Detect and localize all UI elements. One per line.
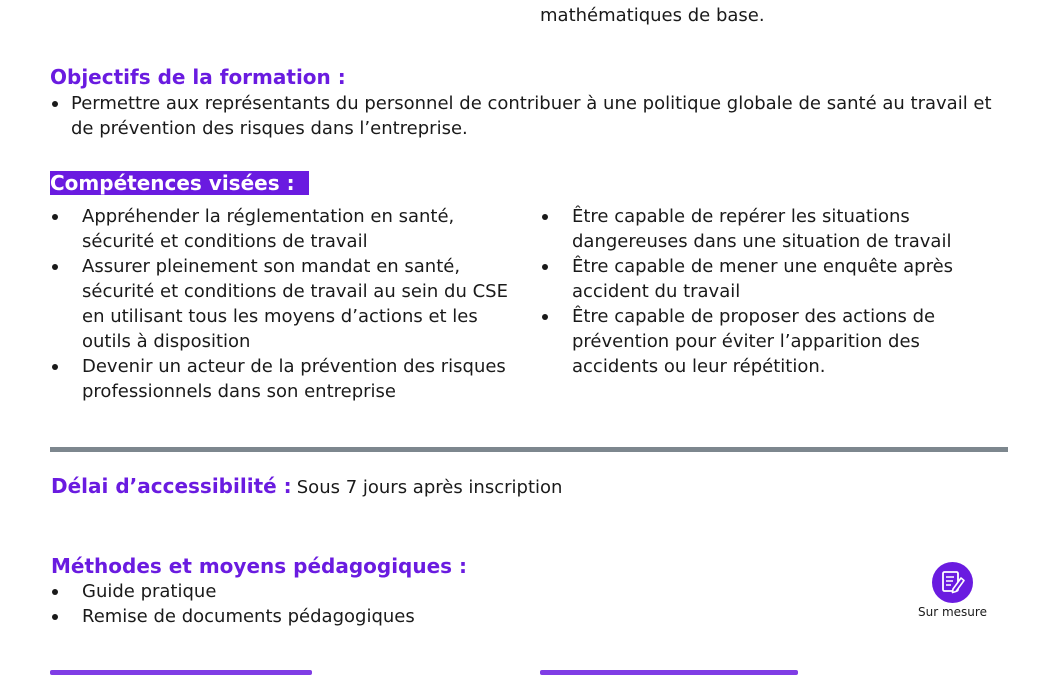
prerequisites-continuation: mathématiques de base. — [540, 5, 765, 26]
competences-left-list — [50, 204, 524, 404]
list-item: Appréhender la réglementation en santé, sécurité et conditions de travail — [50, 204, 524, 254]
modalites-validation-heading-clipped — [540, 667, 798, 675]
section-divider — [50, 447, 1008, 452]
list-item: Assurer pleinement son mandat en santé, sécurité et conditions de travail au sein du CSE en utilisant tous les moyens d’actions et les outils à disposition — [50, 254, 524, 354]
modalites-evaluation-heading-clipped — [50, 667, 312, 675]
sur-mesure-label: Sur mesure — [918, 605, 987, 619]
list-item: Remise de documents pédagogiques — [50, 604, 650, 629]
list-item: Guide pratique — [50, 579, 650, 604]
competences-heading-text: Compétences visées : — [50, 171, 309, 195]
list-item: Être capable de mener une enquête après accident du travail — [540, 254, 980, 304]
sur-mesure-badge — [932, 562, 973, 603]
delai-value: Sous 7 jours après inscription — [296, 477, 563, 498]
competences-right-list — [540, 204, 980, 379]
objectifs-heading: Objectifs de la formation : — [50, 65, 346, 89]
list-item: Permettre aux représentants du personnel de contribuer à une politique globale de santé au travail et de prévention des risques dans l’entreprise. — [50, 91, 1010, 141]
list-item: Être capable de repérer les situations dangereuses dans une situation de travail — [540, 204, 980, 254]
methodes-list — [50, 579, 650, 629]
delai-label: Délai d’accessibilité : — [51, 474, 292, 498]
objectifs-list — [50, 91, 1010, 141]
delai-row — [51, 474, 562, 500]
edit-document-icon — [932, 562, 973, 603]
list-item: Être capable de proposer des actions de prévention pour éviter l’apparition des accidents ou leur répétition. — [540, 304, 980, 379]
competences-heading — [50, 168, 309, 199]
methodes-heading: Méthodes et moyens pédagogiques : — [51, 554, 468, 578]
list-item: Devenir un acteur de la prévention des risques professionnels dans son entreprise — [50, 354, 524, 404]
